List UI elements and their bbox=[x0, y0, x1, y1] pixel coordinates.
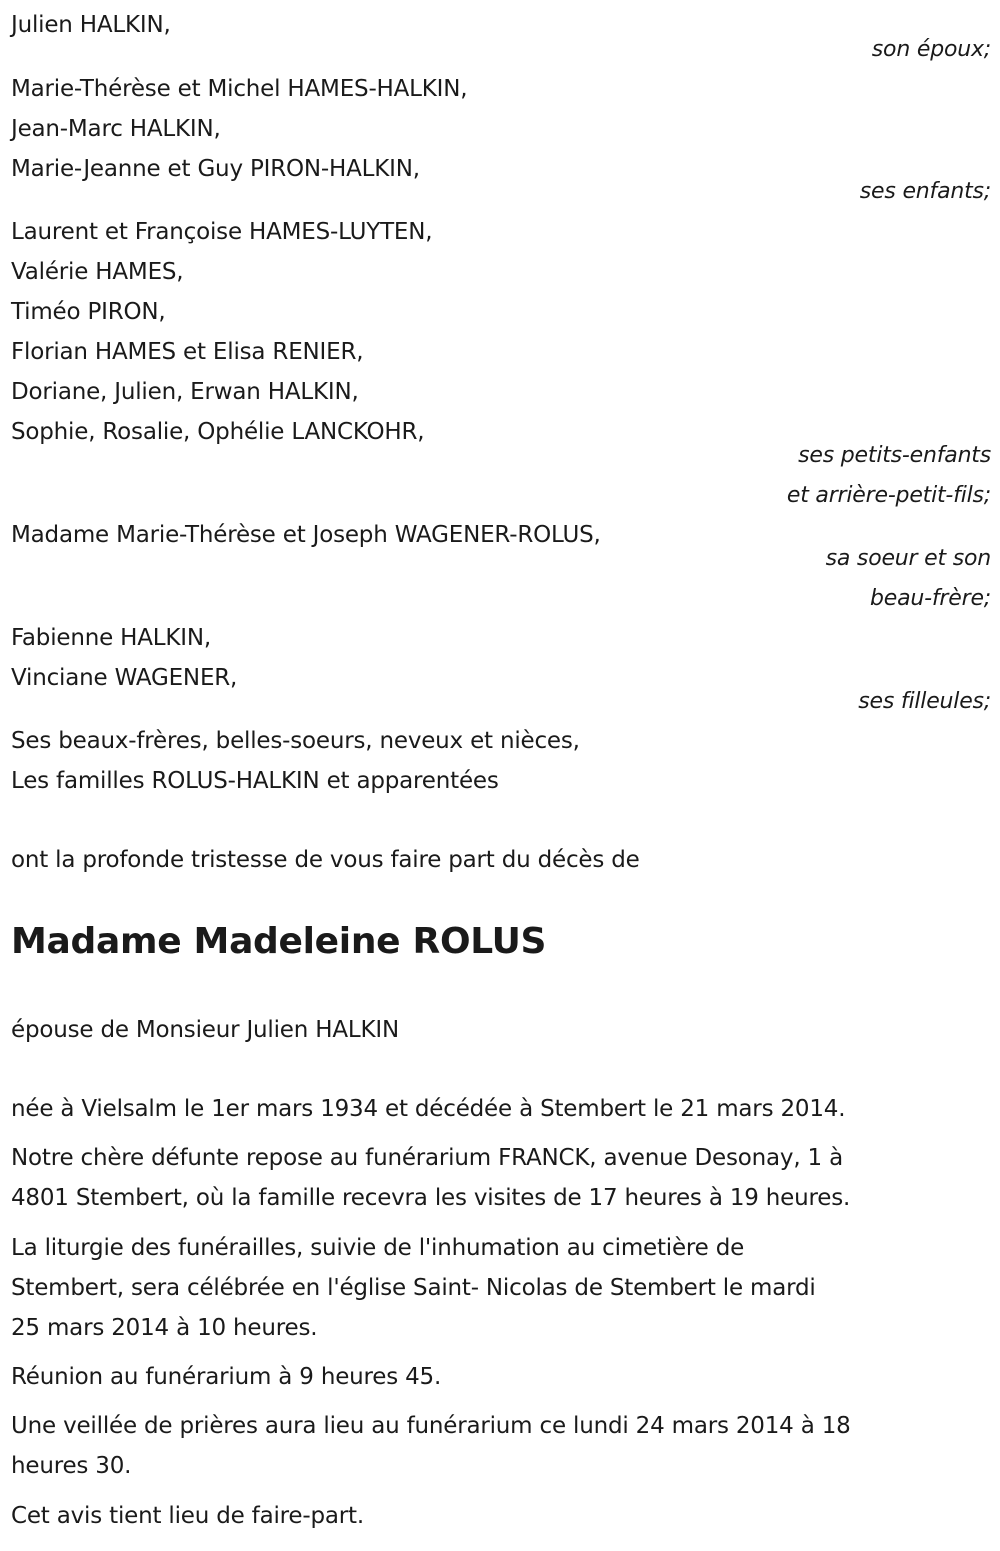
detail-line: Réunion au funérarium à 9 heures 45. bbox=[11, 1364, 442, 1390]
relation-label: sa soeur et son bbox=[825, 546, 991, 571]
family-name-line: Fabienne HALKIN, bbox=[11, 625, 211, 651]
detail-line: Une veillée de prières aura lieu au funérarium ce lundi 24 mars 2014 à 18 bbox=[11, 1413, 851, 1439]
announcement-text: ont la profonde tristesse de vous faire part du décès de bbox=[11, 847, 640, 873]
family-name-line: Timéo PIRON, bbox=[11, 299, 166, 325]
family-name-line: Ses beaux-frères, belles-soeurs, neveux et nièces, bbox=[11, 728, 580, 754]
detail-line: Notre chère défunte repose au funérarium FRANCK, avenue Desonay, 1 à bbox=[11, 1145, 843, 1171]
family-name-line: Madame Marie-Thérèse et Joseph WAGENER-ROLUS, bbox=[11, 522, 601, 548]
detail-line: La liturgie des funérailles, suivie de l'inhumation au cimetière de bbox=[11, 1235, 745, 1261]
relation-label: son époux; bbox=[871, 37, 991, 62]
family-name-line: Les familles ROLUS-HALKIN et apparentées bbox=[11, 768, 499, 794]
detail-line: née à Vielsalm le 1er mars 1934 et décédée à Stembert le 21 mars 2014. bbox=[11, 1096, 846, 1122]
family-name-line: Florian HAMES et Elisa RENIER, bbox=[11, 339, 364, 365]
relation-label: ses petits-enfants bbox=[798, 443, 991, 468]
family-name-line: Laurent et Françoise HAMES-LUYTEN, bbox=[11, 219, 433, 245]
detail-line: Cet avis tient lieu de faire-part. bbox=[11, 1503, 364, 1529]
family-name-line: Valérie HAMES, bbox=[11, 259, 184, 285]
family-name-line: Vinciane WAGENER, bbox=[11, 665, 238, 691]
family-name-line: Julien HALKIN, bbox=[11, 12, 171, 38]
deceased-name: Madame Madeleine ROLUS bbox=[11, 921, 547, 962]
detail-line: Stembert, sera célébrée en l'église Saint- Nicolas de Stembert le mardi bbox=[11, 1275, 816, 1301]
spouse-line: épouse de Monsieur Julien HALKIN bbox=[11, 1017, 399, 1043]
detail-line: heures 30. bbox=[11, 1453, 132, 1479]
family-name-line: Marie-Thérèse et Michel HAMES-HALKIN, bbox=[11, 76, 468, 102]
family-name-line: Jean-Marc HALKIN, bbox=[11, 116, 221, 142]
detail-line: 25 mars 2014 à 10 heures. bbox=[11, 1315, 318, 1341]
relation-label: ses filleules; bbox=[858, 689, 991, 714]
family-name-line: Sophie, Rosalie, Ophélie LANCKOHR, bbox=[11, 419, 425, 445]
detail-line: 4801 Stembert, où la famille recevra les visites de 17 heures à 19 heures. bbox=[11, 1185, 851, 1211]
family-name-line: Marie-Jeanne et Guy PIRON-HALKIN, bbox=[11, 156, 420, 182]
family-name-line: Doriane, Julien, Erwan HALKIN, bbox=[11, 379, 359, 405]
relation-label: ses enfants; bbox=[859, 179, 991, 204]
relation-label: beau-frère; bbox=[870, 586, 991, 611]
relation-label: et arrière-petit-fils; bbox=[786, 483, 991, 508]
